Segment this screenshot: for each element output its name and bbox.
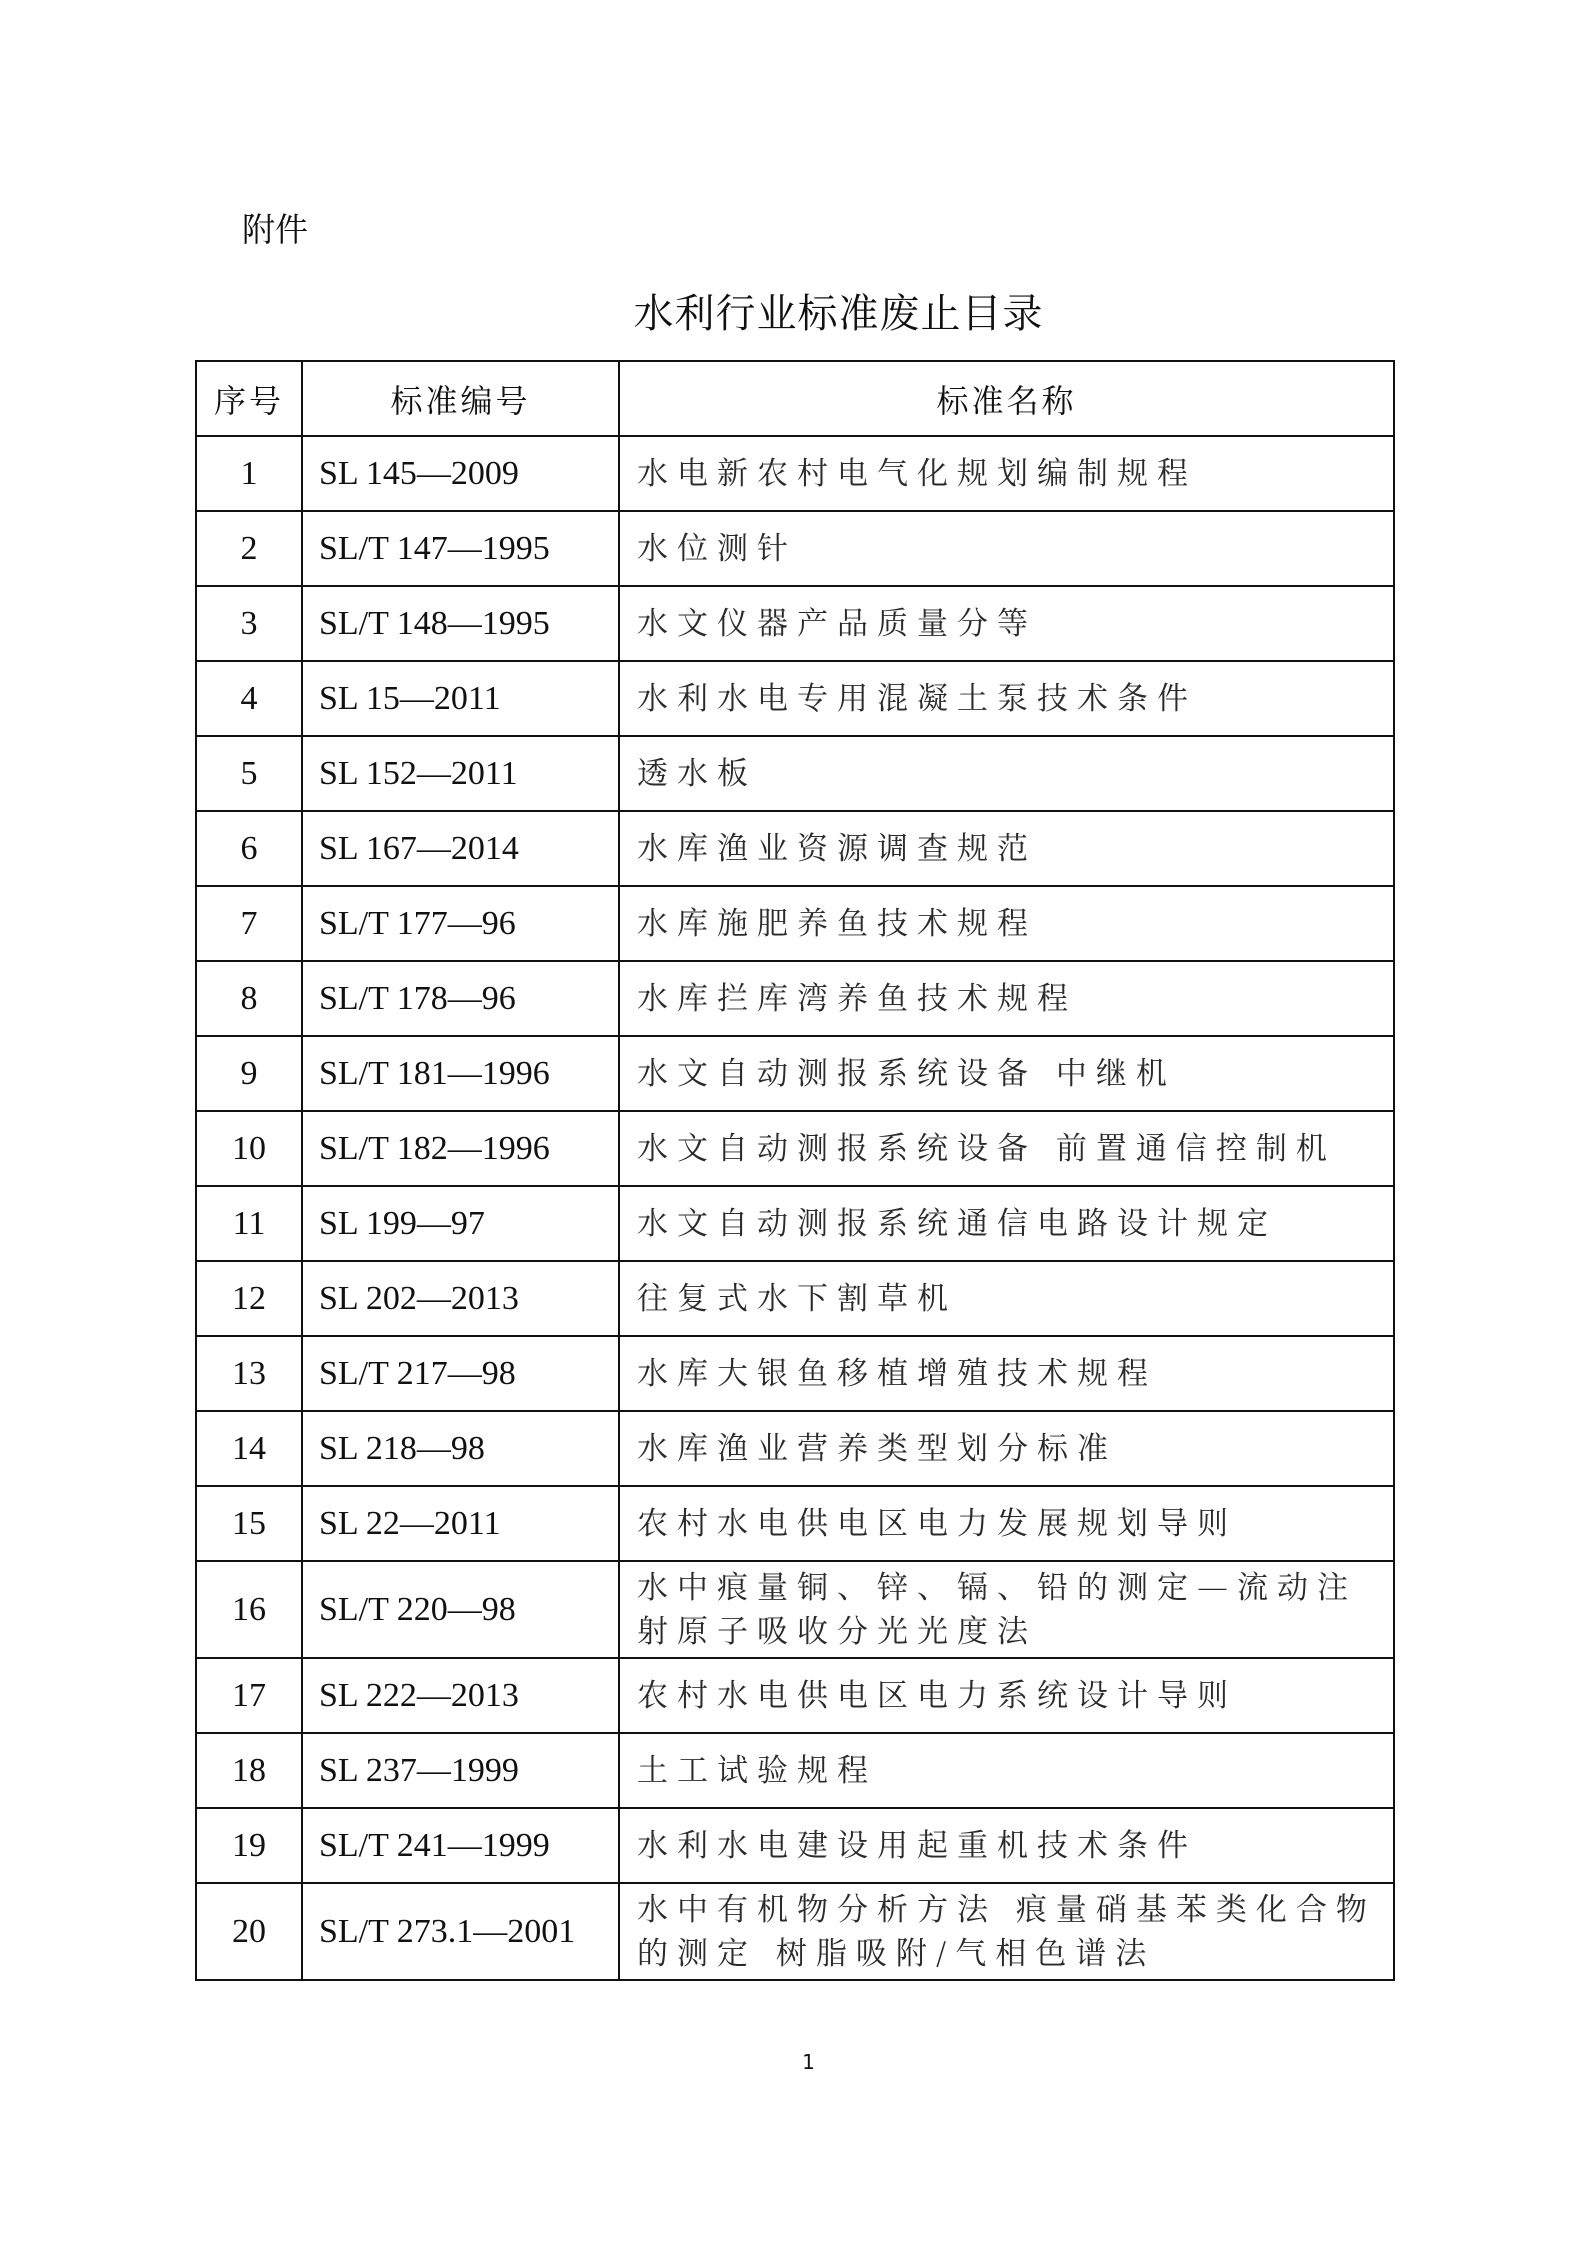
- attachment-label: 附件: [242, 210, 308, 249]
- row-standard-code: SL/T 241—1999: [302, 1808, 619, 1883]
- row-standard-code: SL 152—2011: [302, 736, 619, 811]
- row-standard-code: SL/T 148—1995: [302, 586, 619, 661]
- row-standard-name: 水中痕量铜、锌、镉、铅的测定—流动注射原子吸收分光光度法: [619, 1561, 1394, 1658]
- table-row: [196, 961, 1394, 1036]
- row-index: 14: [196, 1411, 302, 1486]
- table-row: [196, 1336, 1394, 1411]
- table-header-row: [196, 361, 1394, 436]
- table-row: [196, 1411, 1394, 1486]
- row-standard-name: 水文仪器产品质量分等: [619, 586, 1394, 661]
- row-standard-name: 水库渔业资源调查规范: [619, 811, 1394, 886]
- table-row: [196, 1486, 1394, 1561]
- row-index: 2: [196, 511, 302, 586]
- table-row: [196, 436, 1394, 511]
- table-row: [196, 1261, 1394, 1336]
- row-standard-code: SL/T 217—98: [302, 1336, 619, 1411]
- header-index: 序号: [196, 361, 302, 436]
- row-standard-name: 农村水电供电区电力系统设计导则: [619, 1658, 1394, 1733]
- row-standard-code: SL/T 220—98: [302, 1561, 619, 1658]
- row-index: 19: [196, 1808, 302, 1883]
- row-standard-name: 土工试验规程: [619, 1733, 1394, 1808]
- row-standard-code: SL/T 177—96: [302, 886, 619, 961]
- table-row: [196, 1883, 1394, 1980]
- table-row: [196, 1808, 1394, 1883]
- row-standard-code: SL/T 147—1995: [302, 511, 619, 586]
- row-index: 1: [196, 436, 302, 511]
- row-standard-name: 水利水电专用混凝土泵技术条件: [619, 661, 1394, 736]
- table-row: [196, 736, 1394, 811]
- row-standard-name: 水文自动测报系统通信电路设计规定: [619, 1186, 1394, 1261]
- standards-table: [195, 360, 1395, 1981]
- row-index: 3: [196, 586, 302, 661]
- row-index: 16: [196, 1561, 302, 1658]
- row-standard-name: 农村水电供电区电力发展规划导则: [619, 1486, 1394, 1561]
- row-standard-code: SL 222—2013: [302, 1658, 619, 1733]
- row-standard-code: SL/T 182—1996: [302, 1111, 619, 1186]
- table-row: [196, 586, 1394, 661]
- row-standard-name: 透水板: [619, 736, 1394, 811]
- row-index: 12: [196, 1261, 302, 1336]
- row-standard-name: 水库大银鱼移植增殖技术规程: [619, 1336, 1394, 1411]
- row-index: 17: [196, 1658, 302, 1733]
- row-index: 6: [196, 811, 302, 886]
- row-index: 11: [196, 1186, 302, 1261]
- row-index: 13: [196, 1336, 302, 1411]
- table-row: [196, 1186, 1394, 1261]
- row-standard-name: 水中有机物分析方法 痕量硝基苯类化合物的测定 树脂吸附/气相色谱法: [619, 1883, 1394, 1980]
- row-standard-code: SL 22—2011: [302, 1486, 619, 1561]
- row-standard-code: SL 202—2013: [302, 1261, 619, 1336]
- table-row: [196, 1658, 1394, 1733]
- row-standard-code: SL 218—98: [302, 1411, 619, 1486]
- header-standard-code: 标准编号: [302, 361, 619, 436]
- row-standard-name: 水利水电建设用起重机技术条件: [619, 1808, 1394, 1883]
- page-number: 1: [802, 2050, 815, 2074]
- row-index: 9: [196, 1036, 302, 1111]
- document-title: 水利行业标准废止目录: [633, 291, 1044, 337]
- row-standard-code: SL/T 178—96: [302, 961, 619, 1036]
- row-standard-name: 水文自动测报系统设备 中继机: [619, 1036, 1394, 1111]
- row-standard-code: SL 237—1999: [302, 1733, 619, 1808]
- table-row: [196, 1036, 1394, 1111]
- table-row: [196, 886, 1394, 961]
- row-standard-code: SL 167—2014: [302, 811, 619, 886]
- table-row: [196, 1561, 1394, 1658]
- row-standard-name: 水电新农村电气化规划编制规程: [619, 436, 1394, 511]
- row-standard-code: SL 199—97: [302, 1186, 619, 1261]
- table-row: [196, 1111, 1394, 1186]
- row-index: 18: [196, 1733, 302, 1808]
- row-index: 8: [196, 961, 302, 1036]
- table-row: [196, 811, 1394, 886]
- row-standard-name: 水文自动测报系统设备 前置通信控制机: [619, 1111, 1394, 1186]
- table-row: [196, 661, 1394, 736]
- row-index: 15: [196, 1486, 302, 1561]
- row-standard-code: SL 15—2011: [302, 661, 619, 736]
- table-row: [196, 511, 1394, 586]
- row-standard-name: 往复式水下割草机: [619, 1261, 1394, 1336]
- row-standard-name: 水库拦库湾养鱼技术规程: [619, 961, 1394, 1036]
- row-index: 20: [196, 1883, 302, 1980]
- header-standard-name: 标准名称: [619, 361, 1394, 436]
- row-index: 4: [196, 661, 302, 736]
- row-standard-code: SL 145—2009: [302, 436, 619, 511]
- table-row: [196, 1733, 1394, 1808]
- row-standard-name: 水库渔业营养类型划分标准: [619, 1411, 1394, 1486]
- row-standard-code: SL/T 181—1996: [302, 1036, 619, 1111]
- row-standard-name: 水库施肥养鱼技术规程: [619, 886, 1394, 961]
- row-index: 5: [196, 736, 302, 811]
- row-index: 10: [196, 1111, 302, 1186]
- row-standard-code: SL/T 273.1—2001: [302, 1883, 619, 1980]
- row-index: 7: [196, 886, 302, 961]
- row-standard-name: 水位测针: [619, 511, 1394, 586]
